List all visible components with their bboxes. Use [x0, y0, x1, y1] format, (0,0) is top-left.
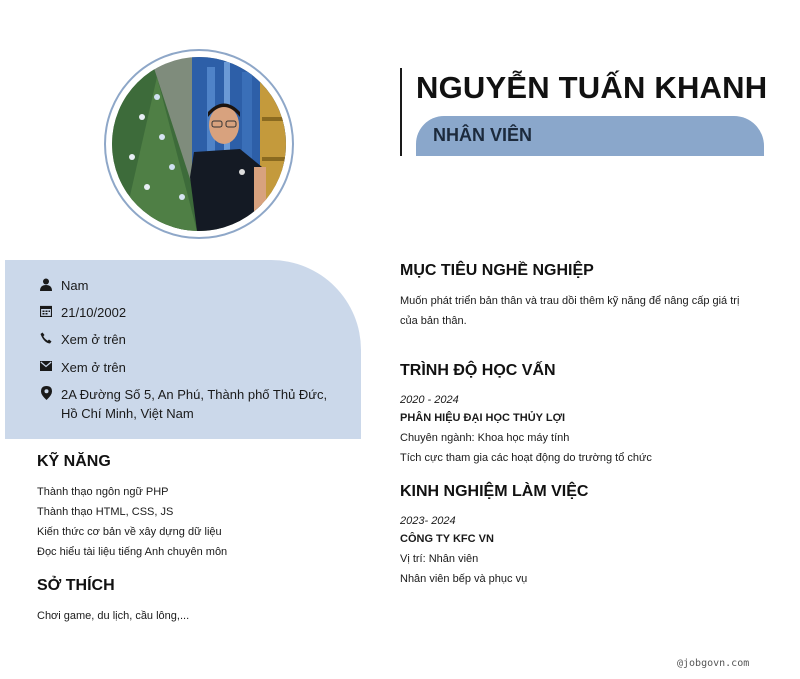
- experience-position: Vị trí: Nhân viên: [400, 553, 479, 565]
- gender-value: Nam: [61, 278, 89, 293]
- education-title: TRÌNH ĐỘ HỌC VẤN: [400, 362, 556, 379]
- education-major: Chuyên ngành: Khoa học máy tính: [400, 432, 570, 444]
- calendar-icon: [38, 303, 54, 319]
- objective-line: Muốn phát triển bản thân và trau dồi thêm kỹ năng để nâng cấp giá trị: [400, 295, 740, 307]
- personal-info-panel: [5, 260, 361, 439]
- objective-title: MỤC TIÊU NGHỀ NGHIỆP: [400, 262, 594, 279]
- full-name: NGUYỄN TUẤN KHANH: [416, 70, 768, 105]
- person-icon: [38, 276, 54, 292]
- skill-item: Thành thạo ngôn ngữ PHP: [37, 486, 169, 498]
- education-note: Tích cực tham gia các hoạt động do trường tổ chức: [400, 452, 652, 464]
- hobbies-title: SỞ THÍCH: [37, 577, 115, 594]
- hobbies-text: Chơi game, du lịch, cầu lông,...: [37, 610, 190, 622]
- birthdate-row: [38, 303, 331, 322]
- address-row: [38, 385, 331, 423]
- birthdate-value: 21/10/2002: [61, 305, 127, 320]
- skill-item: Kiến thức cơ bản về xây dựng dữ liệu: [37, 526, 222, 538]
- company-name: CÔNG TY KFC VN: [400, 533, 494, 545]
- experience-period: 2023- 2024: [400, 515, 456, 527]
- education-period: 2020 - 2024: [400, 394, 459, 406]
- mail-icon: [38, 358, 54, 374]
- gender-row: [38, 276, 331, 295]
- email-row: [38, 358, 331, 377]
- skills-title: KỸ NĂNG: [37, 453, 111, 470]
- school-name: PHÂN HIỆU ĐẠI HỌC THỦY LỢI: [400, 412, 566, 424]
- objective-line: của bản thân.: [400, 315, 467, 327]
- phone-row: [38, 330, 331, 349]
- phone-icon: [38, 330, 54, 346]
- watermark: @jobgovn.com: [677, 658, 750, 669]
- location-pin-icon: [38, 385, 54, 401]
- experience-title: KINH NGHIỆM LÀM VIỆC: [400, 483, 589, 500]
- experience-duty: Nhân viên bếp và phục vụ: [400, 573, 528, 585]
- phone-value: Xem ở trên: [61, 332, 126, 347]
- skill-item: Thành thạo HTML, CSS, JS: [37, 506, 174, 518]
- job-title: NHÂN VIÊN: [433, 125, 533, 145]
- name-block: [400, 68, 768, 156]
- skill-item: Đọc hiểu tài liệu tiếng Anh chuyên môn: [37, 546, 228, 558]
- address-value: 2A Đường Số 5, An Phú, Thành phố Thủ Đức, Hồ Chí Minh, Việt Nam: [61, 387, 328, 421]
- role-banner: [416, 116, 764, 156]
- profile-photo-frame: [104, 49, 294, 239]
- profile-photo: [112, 57, 286, 231]
- email-value: Xem ở trên: [61, 360, 126, 375]
